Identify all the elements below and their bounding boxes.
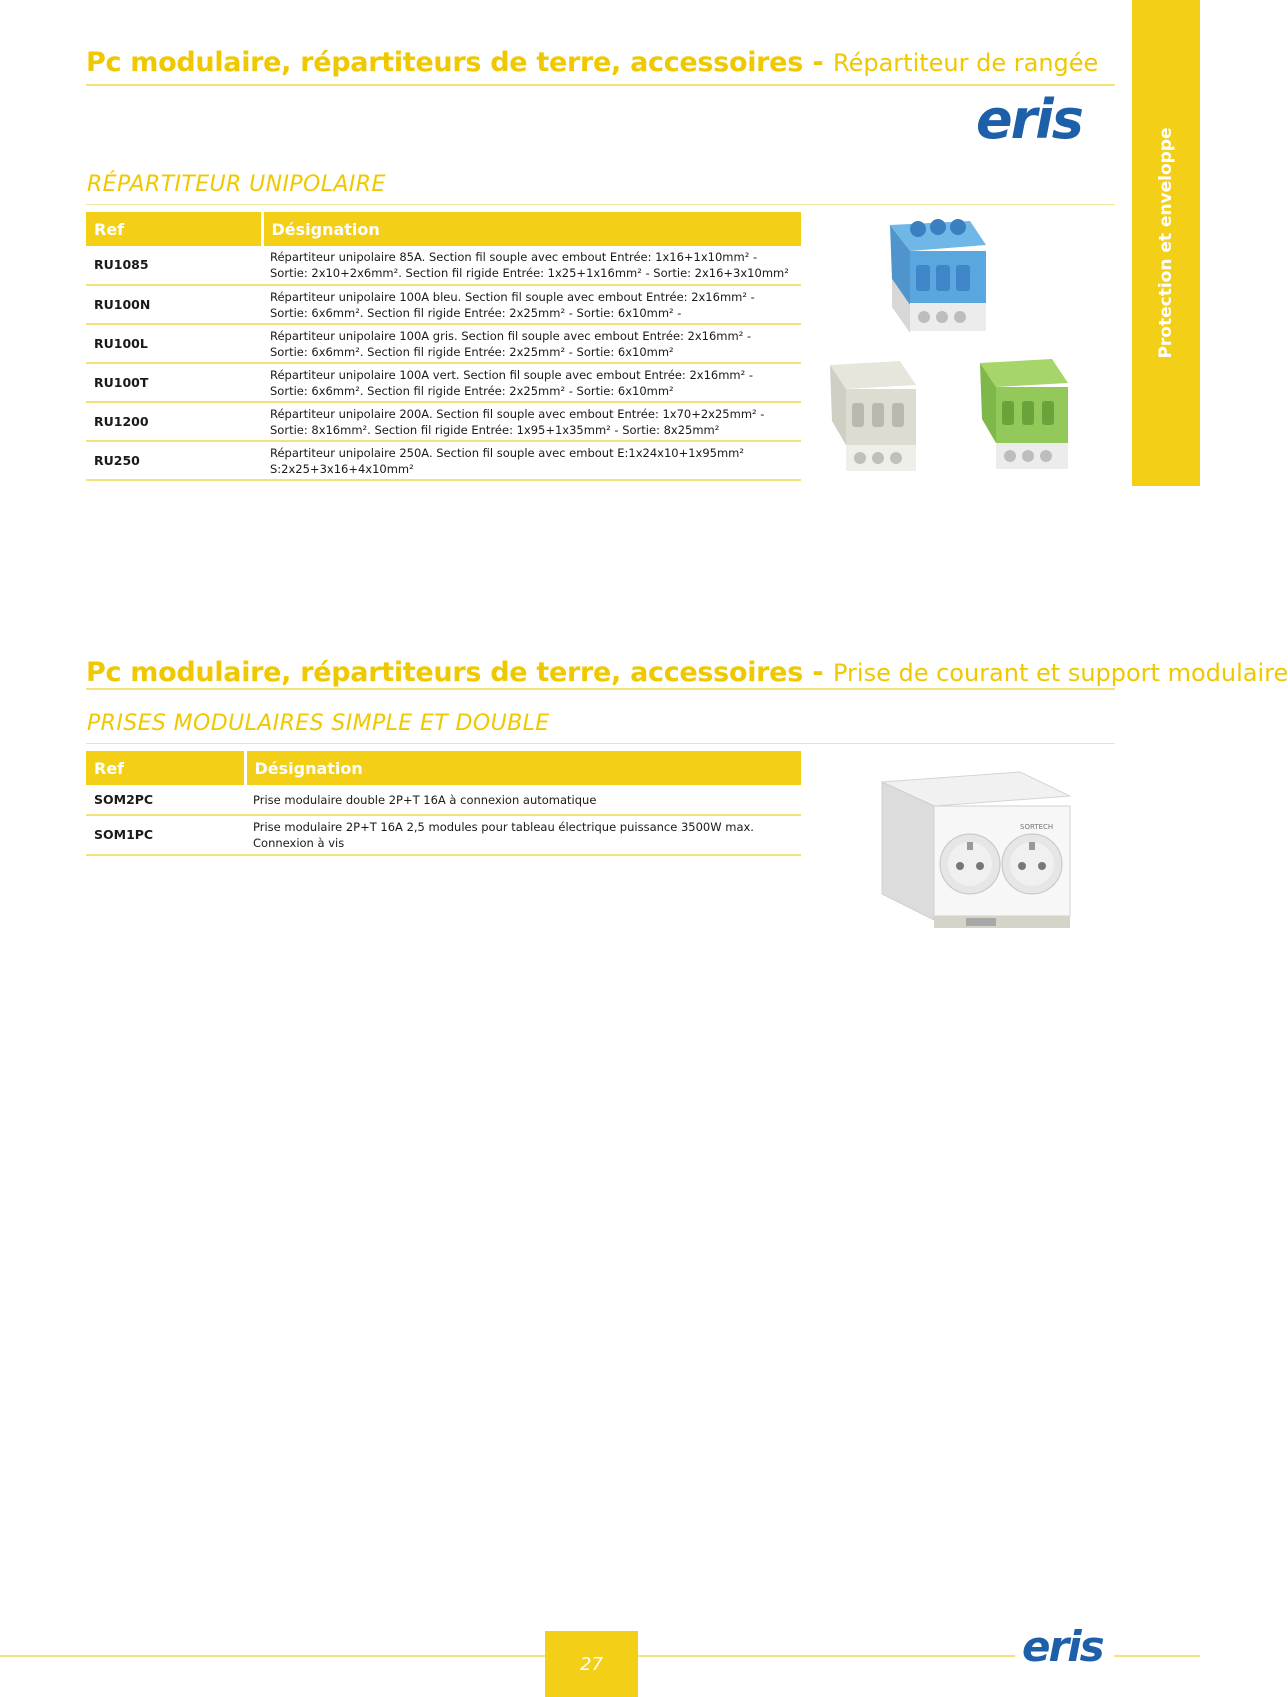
eris-logo-text: eris	[1022, 1622, 1103, 1671]
footer-rule-far-right	[1114, 1655, 1200, 1657]
table-row	[86, 363, 801, 402]
blue-distribution-block	[890, 219, 986, 333]
section2-table	[86, 751, 801, 856]
designation-line: Répartiteur unipolaire 250A. Section fil souple avec embout E:1x24x10+1x95mm²	[270, 445, 744, 460]
section2-subheading: PRISES MODULAIRES SIMPLE ET DOUBLE	[87, 711, 550, 736]
row-ref: RU100N	[86, 285, 262, 324]
table-row	[86, 324, 801, 363]
row-ref: RU1085	[86, 246, 262, 285]
section2-subheading-rule	[86, 743, 1115, 744]
row-ref: RU100T	[86, 363, 262, 402]
footer-rule-left	[0, 1655, 545, 1657]
section1-title-separator: -	[802, 47, 833, 78]
section1-subheading-rule	[86, 204, 1115, 205]
green-distribution-block	[980, 359, 1068, 469]
designation-line: Répartiteur unipolaire 100A gris. Section fil souple avec embout Entrée: 2x16mm² -	[270, 328, 752, 343]
designation-line: Répartiteur unipolaire 100A vert. Section fil souple avec embout Entrée: 2x16mm² -	[270, 367, 754, 382]
row-designation	[262, 441, 801, 480]
designation-line: Prise modulaire double 2P+T 16A à connexion automatique	[253, 792, 597, 807]
col-header-ref: Ref	[86, 212, 262, 246]
table-row	[86, 785, 801, 815]
designation-line: Répartiteur unipolaire 100A bleu. Section fil souple avec embout Entrée: 2x16mm² -	[270, 289, 755, 304]
table-row	[86, 815, 801, 855]
section2-title-main: Pc modulaire, répartiteurs de terre, accessoires	[86, 657, 803, 688]
side-tab-label: Protection et enveloppe	[1156, 127, 1176, 359]
row-designation	[262, 363, 801, 402]
designation-line: Sortie: 6x6mm². Section fil rigide Entrée: 2x25mm² - Sortie: 6x10mm²	[270, 383, 674, 398]
row-designation	[262, 402, 801, 441]
table-header-row	[86, 751, 801, 785]
designation-line: S:2x25+3x16+4x10mm²	[270, 461, 414, 476]
grey-distribution-block	[830, 361, 916, 471]
side-tab	[1132, 0, 1200, 486]
designation-line: Connexion à vis	[253, 836, 345, 850]
row-designation	[245, 785, 801, 815]
socket-brand-label: SORTECH	[1020, 823, 1054, 831]
col-header-designation: Désignation	[262, 212, 801, 246]
section1-title-main: Pc modulaire, répartiteurs de terre, accessoires	[86, 47, 803, 78]
section2-title-separator: -	[802, 657, 833, 688]
row-designation	[245, 815, 801, 855]
table-header-row	[86, 212, 801, 246]
section2-title-sub: Prise de courant et support modulaire	[832, 659, 1288, 687]
section1-table	[86, 212, 801, 481]
table-row	[86, 285, 801, 324]
section2-title-rule	[86, 688, 1115, 690]
designation-line: Répartiteur unipolaire 200A. Section fil souple avec embout Entrée: 1x70+2x25mm² -	[270, 406, 765, 421]
row-ref: RU1200	[86, 402, 262, 441]
modular-socket-image	[870, 760, 1080, 940]
col-header-ref: Ref	[86, 751, 245, 785]
col-header-designation: Désignation	[245, 751, 801, 785]
section1-subheading: RÉPARTITEUR UNIPOLAIRE	[87, 172, 386, 197]
section1-title-sub: Répartiteur de rangée	[832, 49, 1099, 77]
table-row	[86, 402, 801, 441]
designation-line: Sortie: 6x6mm². Section fil rigide Entrée: 2x25mm² - Sortie: 6x10mm² -	[270, 305, 682, 320]
designation-line: Sortie: 6x6mm². Section fil rigide Entrée: 2x25mm² - Sortie: 6x10mm²	[270, 344, 674, 359]
eris-logo-top	[976, 88, 1082, 151]
designation-line: Sortie: 2x10+2x6mm². Section fil rigide Entrée: 1x25+1x16mm² - Sortie: 2x16+3x10mm²	[270, 266, 789, 280]
row-ref: RU250	[86, 441, 262, 480]
section2-title	[86, 657, 1288, 689]
section1-title	[86, 47, 1098, 79]
section1-title-rule	[86, 84, 1115, 86]
row-designation	[262, 246, 801, 285]
table-row	[86, 441, 801, 480]
distribution-blocks-image	[820, 215, 1100, 485]
designation-line: Répartiteur unipolaire 85A. Section fil souple avec embout Entrée: 1x16+1x10mm² -	[270, 250, 758, 264]
designation-line: Sortie: 8x16mm². Section fil rigide Entrée: 1x95+1x35mm² - Sortie: 8x25mm²	[270, 422, 720, 437]
eris-logo-footer	[1022, 1622, 1103, 1671]
footer-rule-right	[638, 1655, 1015, 1657]
page-number: 27	[545, 1631, 638, 1697]
row-ref: SOM2PC	[86, 785, 245, 815]
eris-logo-text: eris	[976, 88, 1082, 151]
row-ref: SOM1PC	[86, 815, 245, 855]
row-designation	[262, 285, 801, 324]
row-ref: RU100L	[86, 324, 262, 363]
designation-line: Prise modulaire 2P+T 16A 2,5 modules pour tableau électrique puissance 3500W max.	[253, 820, 754, 834]
table-row	[86, 246, 801, 285]
row-designation	[262, 324, 801, 363]
